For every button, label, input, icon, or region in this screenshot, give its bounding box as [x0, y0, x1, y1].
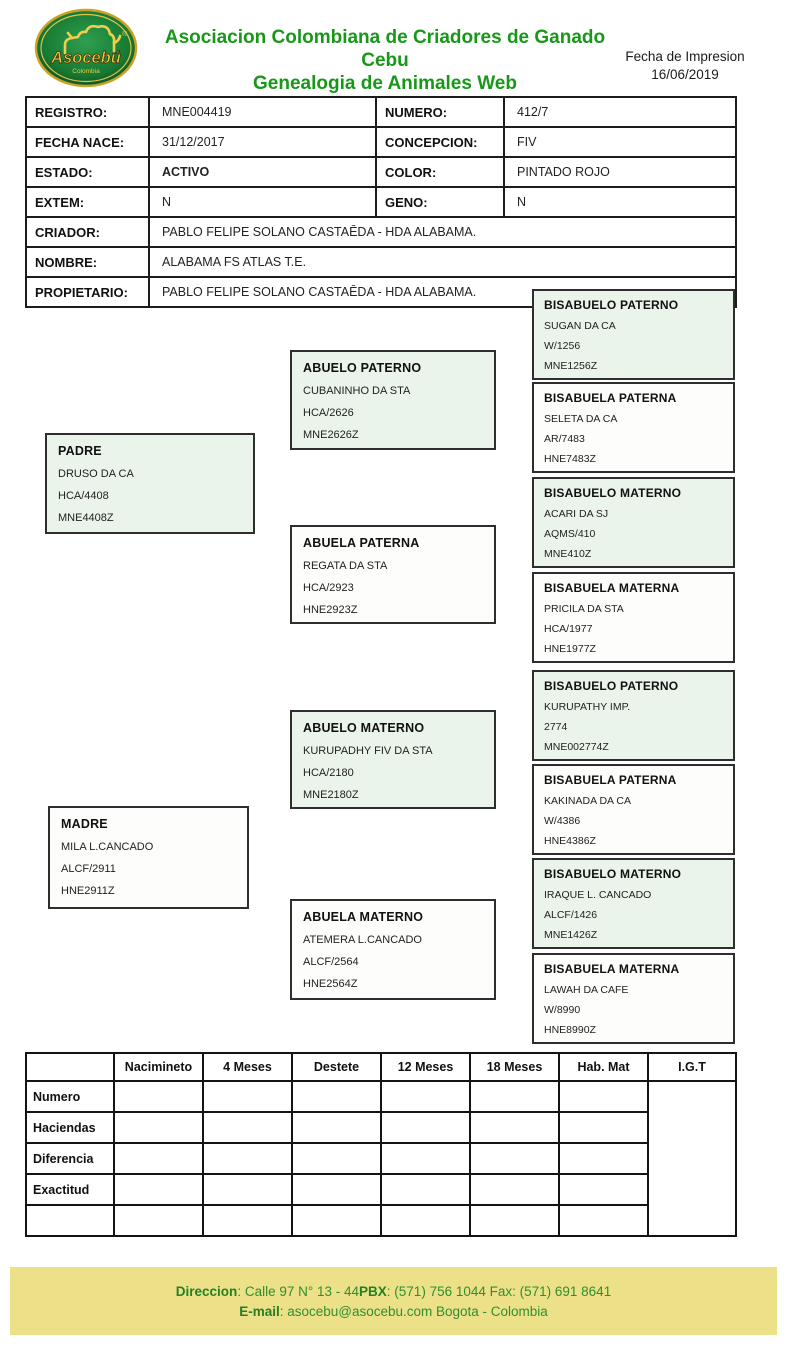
- pedigree-box-bisabuelo-materno-2: [532, 858, 735, 949]
- info-value-extem: N: [149, 187, 376, 217]
- perf-cell: [292, 1081, 381, 1112]
- perf-row-diferencia: [26, 1143, 736, 1174]
- box-title: BISABUELA MATERNA: [544, 962, 680, 976]
- footer-email-value: : asocebu@asocebu.com Bogota - Colombia: [279, 1304, 548, 1319]
- info-value-criador: PABLO FELIPE SOLANO CASTAĒDA - HDA ALABAMA.: [149, 217, 736, 247]
- info-value-concepcion: FIV: [504, 127, 736, 157]
- info-value-color: PINTADO ROJO: [504, 157, 736, 187]
- box-title: ABUELA MATERNO: [303, 910, 424, 924]
- logo-registered-mark: ®: [122, 31, 128, 38]
- info-label-registro: REGISTRO:: [26, 97, 149, 127]
- footer-direccion-label: Direccion: [175, 1284, 238, 1299]
- footer-line-direccion: [10, 1282, 777, 1302]
- perf-header-row: [26, 1053, 736, 1081]
- perf-cell: [292, 1143, 381, 1174]
- perf-header-nacimineto: Nacimineto: [114, 1053, 203, 1081]
- perf-cell: [203, 1081, 292, 1112]
- footer-direccion-value: : Calle 97 N° 13 - 44: [237, 1284, 360, 1299]
- pedigree-box-bisabuelo-materno-1: [532, 477, 735, 568]
- info-value-propietario: PABLO FELIPE SOLANO CASTAĒDA - HDA ALABAMA.: [149, 277, 736, 307]
- perf-header-4meses: 4 Meses: [203, 1053, 292, 1081]
- box-title: ABUELO PATERNO: [303, 361, 422, 375]
- footer-pbx-fax-value: : (571) 756 1044 Fax: (571) 691 8641: [386, 1284, 612, 1299]
- animal-reg: HCA/1977: [544, 623, 593, 635]
- perf-row-exactitud: [26, 1174, 736, 1205]
- info-label-concepcion: CONCEPCION:: [376, 127, 504, 157]
- animal-reg: HNE2923Z: [303, 604, 358, 616]
- status-badge: ACTIVO: [149, 157, 376, 187]
- perf-cell: [470, 1174, 559, 1205]
- animal-reg: 2774: [544, 721, 568, 733]
- animal-reg: HNE7483Z: [544, 453, 596, 465]
- print-date-value: 16/06/2019: [651, 67, 719, 82]
- animal-reg: HNE2911Z: [61, 885, 115, 897]
- box-title: ABUELA PATERNA: [303, 536, 420, 550]
- box-title: PADRE: [58, 444, 102, 458]
- info-label-geno: GENO:: [376, 187, 504, 217]
- info-row: [26, 127, 736, 157]
- pedigree-box-abuela-materno: [290, 899, 496, 1000]
- animal-reg: MNE002774Z: [544, 741, 609, 753]
- perf-header-18meses: 18 Meses: [470, 1053, 559, 1081]
- perf-cell: [114, 1112, 203, 1143]
- org-title: Asociacion Colombiana de Criadores de Ganado Cebu: [164, 27, 606, 71]
- info-row: [26, 217, 736, 247]
- footer-email-label: E-mail: [239, 1304, 280, 1319]
- pedigree-box-abuelo-paterno: [290, 350, 496, 450]
- pedigree-box-bisabuelo-paterno-2: [532, 670, 735, 761]
- animal-reg: ALCF/2564: [303, 956, 359, 968]
- perf-cell: [559, 1081, 648, 1112]
- animal-reg: W/4386: [544, 815, 581, 827]
- pedigree-box-madre: [48, 806, 249, 909]
- pedigree-box-abuela-paterna: [290, 525, 496, 624]
- perf-igt-cell: [648, 1081, 736, 1236]
- footer-line-email: [10, 1302, 777, 1322]
- animal-name: REGATA DA STA: [303, 560, 388, 572]
- perf-cell: [114, 1143, 203, 1174]
- asocebu-logo-graphic: [34, 8, 138, 88]
- animal-name: LAWAH DA CAFE: [544, 984, 629, 996]
- info-row: [26, 157, 736, 187]
- animal-name: KURUPADHY FIV DA STA: [303, 745, 433, 757]
- animal-reg: MNE1256Z: [544, 360, 598, 372]
- perf-row-label: Haciendas: [26, 1112, 114, 1143]
- perf-cell: [114, 1174, 203, 1205]
- report-titles: [148, 26, 622, 95]
- animal-reg: HCA/2923: [303, 582, 354, 594]
- animal-name: ACARI DA SJ: [544, 508, 609, 520]
- animal-name: PRICILA DA STA: [544, 603, 624, 615]
- box-title: BISABUELO MATERNO: [544, 867, 682, 881]
- animal-reg: AR/7483: [544, 433, 585, 445]
- pedigree-box-abuelo-materno: [290, 710, 496, 809]
- perf-cell: [381, 1174, 470, 1205]
- perf-row-label: Exactitud: [26, 1174, 114, 1205]
- animal-reg: HCA/2626: [303, 407, 354, 419]
- animal-name: IRAQUE L. CANCADO: [544, 889, 652, 901]
- info-label-estado: ESTADO:: [26, 157, 149, 187]
- animal-reg: AQMS/410: [544, 528, 596, 540]
- info-value-fecha-nace: 31/12/2017: [149, 127, 376, 157]
- perf-cell: [292, 1205, 381, 1236]
- pedigree-box-bisabuela-paterna-2: [532, 764, 735, 855]
- perf-cell: [203, 1143, 292, 1174]
- logo-brand-text: Asocebú: [51, 49, 121, 67]
- perf-cell: [203, 1205, 292, 1236]
- pedigree-box-bisabuela-paterna-1: [532, 382, 735, 473]
- box-title: BISABUELA MATERNA: [544, 581, 680, 595]
- animal-name: CUBANINHO DA STA: [303, 385, 411, 397]
- box-title: BISABUELO PATERNO: [544, 679, 679, 693]
- animal-reg: HCA/4408: [58, 490, 109, 502]
- perf-cell: [559, 1205, 648, 1236]
- animal-reg: HNE8990Z: [544, 1024, 596, 1036]
- perf-header-empty: [26, 1053, 114, 1081]
- perf-row-label: [26, 1205, 114, 1236]
- info-row: [26, 247, 736, 277]
- info-row: [26, 97, 736, 127]
- perf-row-numero: [26, 1081, 736, 1112]
- footer-pbx-label: PBX: [359, 1284, 387, 1299]
- box-title: BISABUELA PATERNA: [544, 391, 677, 405]
- asocebu-logo: [34, 8, 138, 88]
- box-title: MADRE: [61, 817, 108, 831]
- animal-name: KURUPATHY IMP.: [544, 701, 631, 713]
- info-value-numero: 412/7: [504, 97, 736, 127]
- perf-header-12meses: 12 Meses: [381, 1053, 470, 1081]
- animal-info-table: [25, 96, 737, 308]
- perf-header-destete: Destete: [292, 1053, 381, 1081]
- animal-reg: ALCF/2911: [61, 863, 116, 875]
- info-value-nombre: ALABAMA FS ATLAS T.E.: [149, 247, 736, 277]
- animal-reg: MNE2180Z: [303, 789, 359, 801]
- info-value-registro: MNE004419: [149, 97, 376, 127]
- animal-reg: MNE4408Z: [58, 512, 114, 524]
- perf-cell: [470, 1205, 559, 1236]
- pedigree-box-bisabuelo-paterno-1: [532, 289, 735, 380]
- perf-cell: [381, 1205, 470, 1236]
- info-row: [26, 187, 736, 217]
- animal-reg: W/8990: [544, 1004, 581, 1016]
- perf-header-habmat: Hab. Mat: [559, 1053, 648, 1081]
- animal-reg: MNE1426Z: [544, 929, 598, 941]
- box-title: BISABUELO MATERNO: [544, 486, 682, 500]
- perf-row-label: Diferencia: [26, 1143, 114, 1174]
- perf-cell: [292, 1174, 381, 1205]
- animal-name: ATEMERA L.CANCADO: [303, 934, 422, 946]
- animal-reg: HNE4386Z: [544, 835, 596, 847]
- animal-name: KAKINADA DA CA: [544, 795, 631, 807]
- animal-reg: ALCF/1426: [544, 909, 598, 921]
- perf-cell: [203, 1174, 292, 1205]
- perf-cell: [292, 1112, 381, 1143]
- perf-cell: [381, 1143, 470, 1174]
- print-date-label: Fecha de Impresion: [625, 49, 745, 64]
- footer-contact: [10, 1267, 777, 1335]
- animal-reg: MNE410Z: [544, 548, 592, 560]
- animal-name: SUGAN DA CA: [544, 320, 616, 332]
- perf-cell: [559, 1174, 648, 1205]
- perf-cell: [470, 1081, 559, 1112]
- info-label-nombre: NOMBRE:: [26, 247, 149, 277]
- animal-reg: MNE2626Z: [303, 429, 359, 441]
- info-label-propietario: PROPIETARIO:: [26, 277, 149, 307]
- perf-row-label: Numero: [26, 1081, 114, 1112]
- box-title: ABUELO MATERNO: [303, 721, 425, 735]
- pedigree-tree: [0, 285, 787, 1051]
- info-label-fecha-nace: FECHA NACE:: [26, 127, 149, 157]
- info-label-extem: EXTEM:: [26, 187, 149, 217]
- animal-reg: HCA/2180: [303, 767, 354, 779]
- box-title: BISABUELO PATERNO: [544, 298, 679, 312]
- perf-cell: [203, 1112, 292, 1143]
- perf-cell: [470, 1143, 559, 1174]
- info-value-geno: N: [504, 187, 736, 217]
- print-date-block: [605, 48, 765, 84]
- pedigree-box-bisabuela-materna-2: [532, 953, 735, 1044]
- animal-name: MILA L.CANCADO: [61, 841, 154, 853]
- perf-cell: [381, 1112, 470, 1143]
- animal-reg: HNE1977Z: [544, 643, 596, 655]
- perf-cell: [559, 1143, 648, 1174]
- perf-cell: [470, 1112, 559, 1143]
- pedigree-box-padre: [45, 433, 255, 534]
- logo-country-text: Colombia: [72, 68, 100, 75]
- performance-table: [25, 1052, 737, 1237]
- info-label-color: COLOR:: [376, 157, 504, 187]
- info-label-criador: CRIADOR:: [26, 217, 149, 247]
- perf-header-igt: I.G.T: [648, 1053, 736, 1081]
- perf-row-haciendas: [26, 1112, 736, 1143]
- animal-name: SELETA DA CA: [544, 413, 618, 425]
- page-title: Genealogia de Animales Web: [253, 73, 517, 94]
- info-label-numero: NUMERO:: [376, 97, 504, 127]
- box-title: BISABUELA PATERNA: [544, 773, 677, 787]
- animal-reg: HNE2564Z: [303, 978, 358, 990]
- perf-row-empty: [26, 1205, 736, 1236]
- perf-cell: [381, 1081, 470, 1112]
- perf-cell: [114, 1081, 203, 1112]
- pedigree-box-bisabuela-materna-1: [532, 572, 735, 663]
- perf-cell: [559, 1112, 648, 1143]
- perf-cell: [114, 1205, 203, 1236]
- animal-reg: W/1256: [544, 340, 581, 352]
- animal-name: DRUSO DA CA: [58, 468, 134, 480]
